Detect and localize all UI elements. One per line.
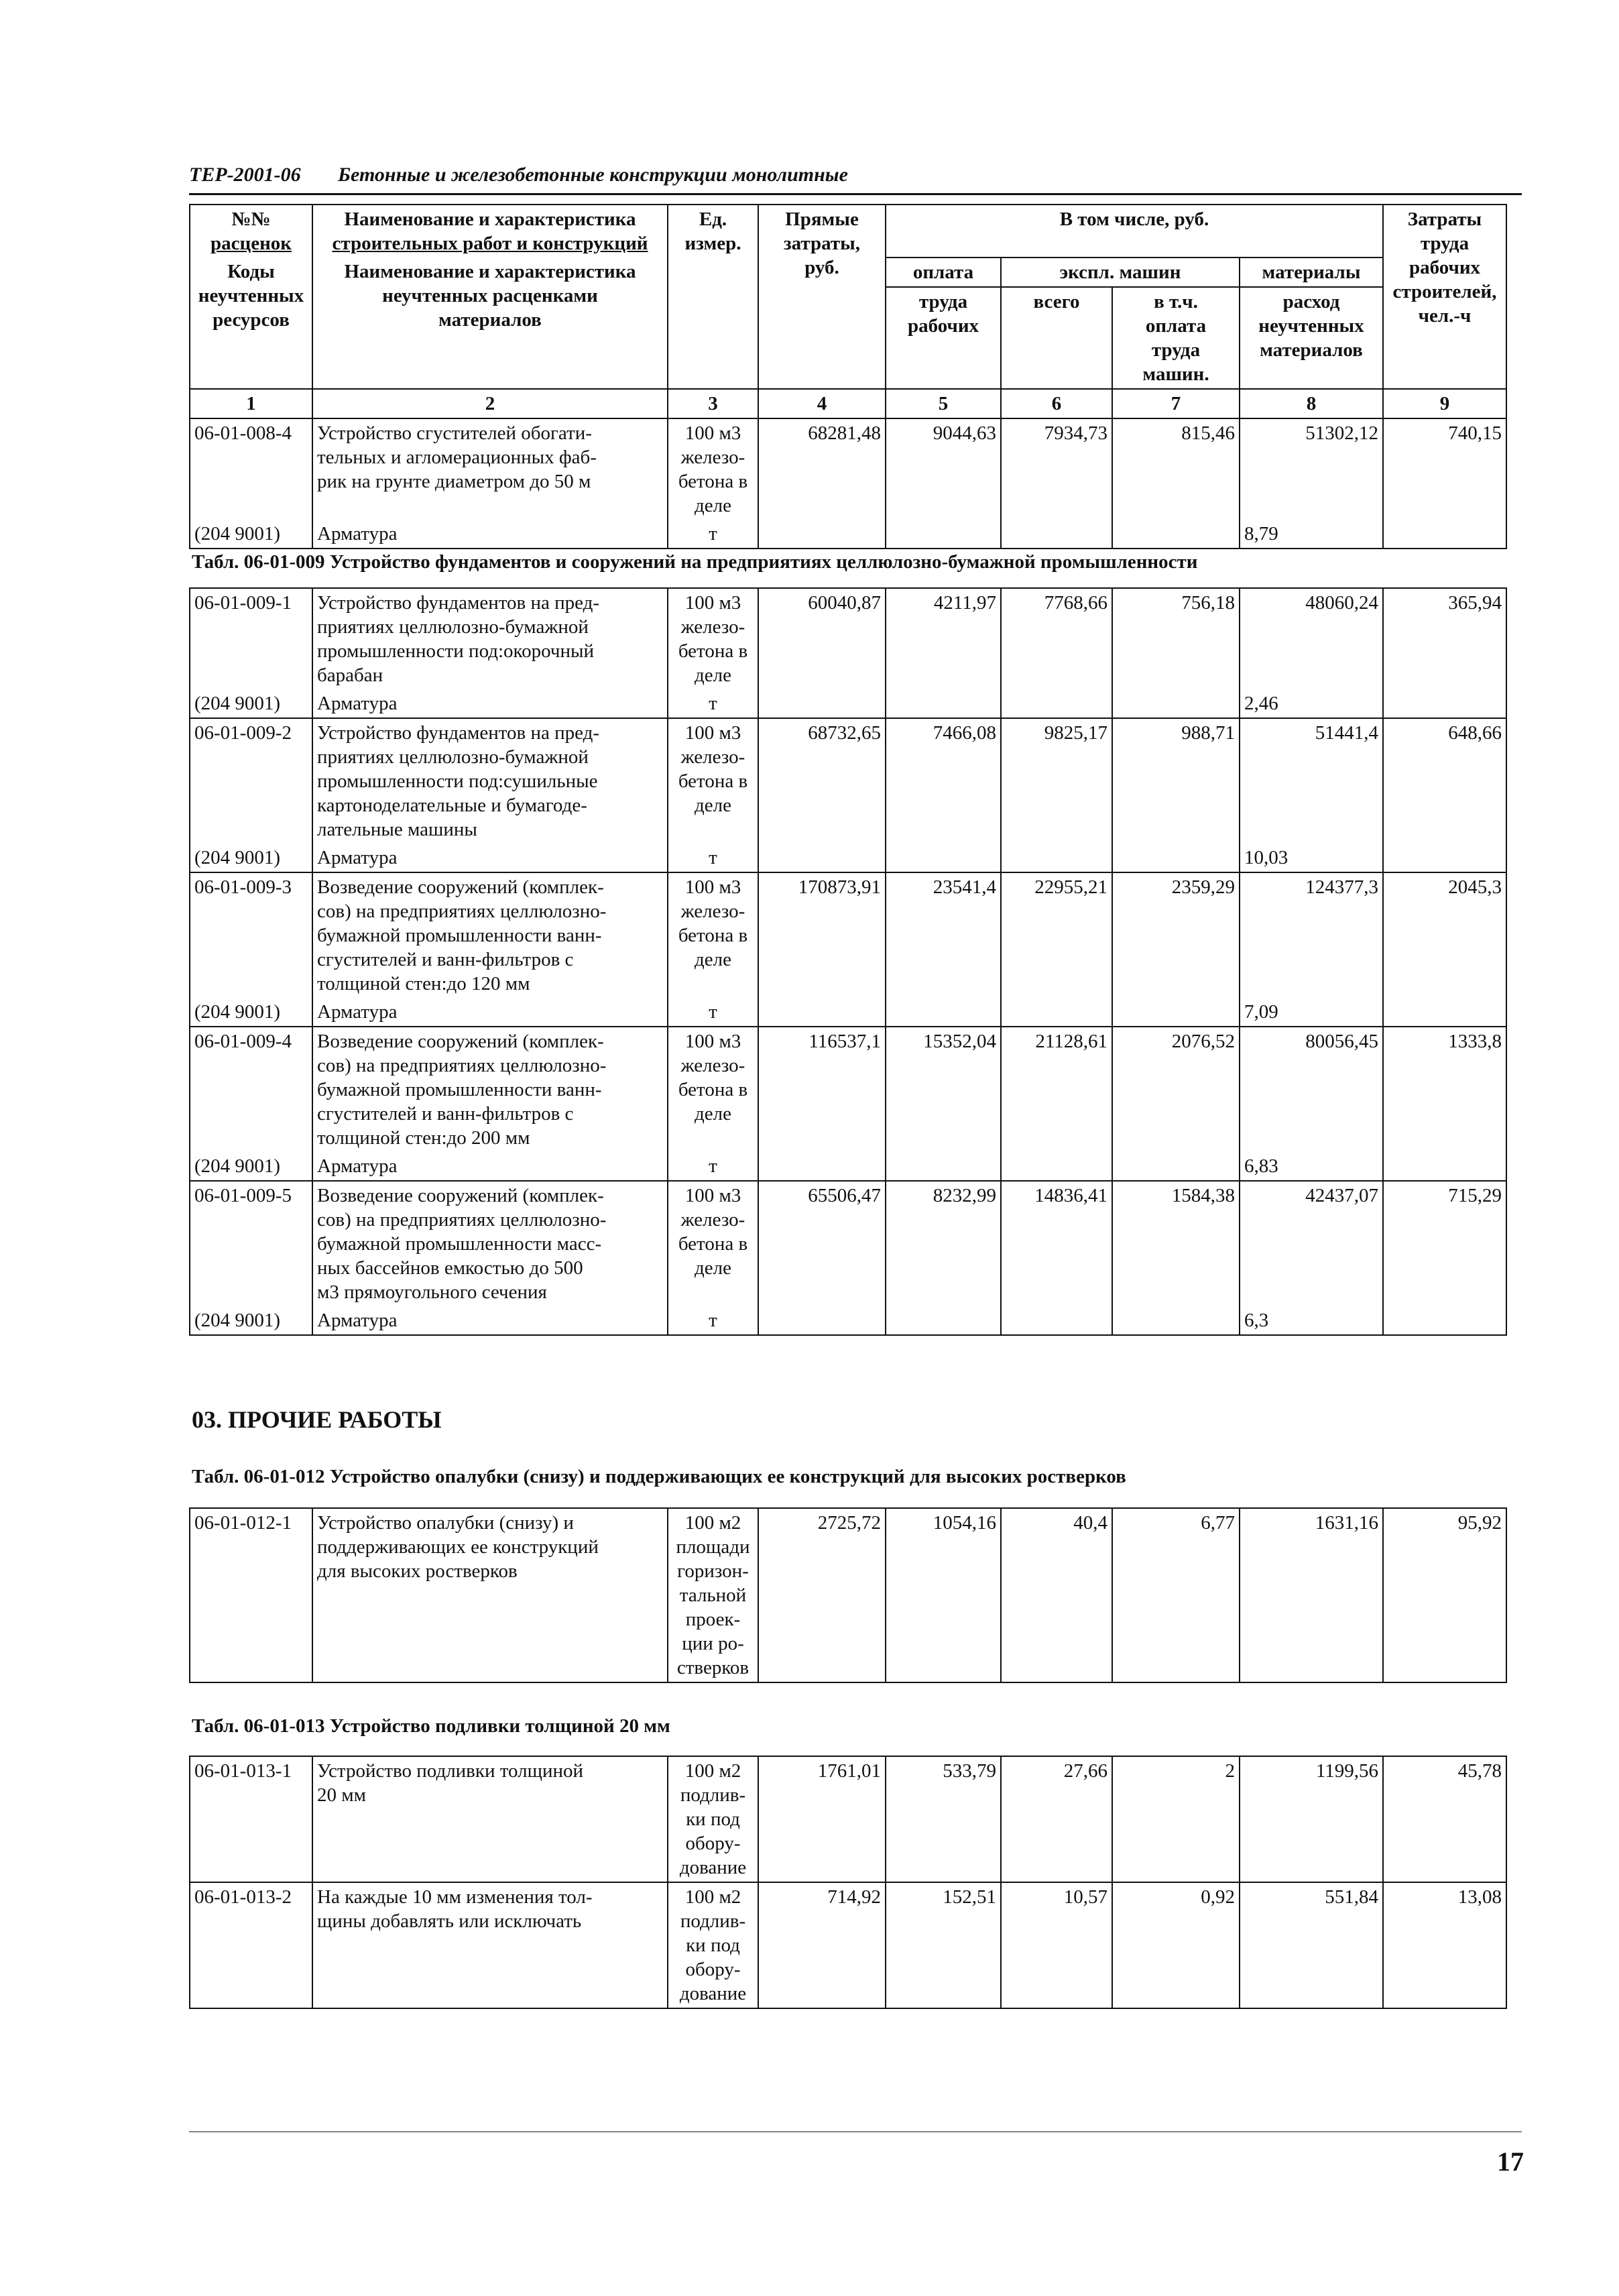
resource-name: Арматура (312, 844, 668, 872)
rate-code: 06-01-012-1 (190, 1508, 312, 1682)
work-name: Возведение сооружений (комплек- сов) на предприятиях целлюлозно- бумажной промышленности ванн- сгустителей и ванн-фильтров с толщиной стен:до 120 мм (312, 872, 668, 998)
resource-row (190, 844, 1506, 872)
resource-code: (204 9001) (190, 1306, 312, 1335)
rate-code: 06-01-009-3 (190, 872, 312, 998)
resource-unit: т (668, 1306, 758, 1335)
labor-hours: 95,92 (1383, 1508, 1506, 1682)
machine-total: 40,4 (1001, 1508, 1112, 1682)
document-title: Бетонные и железобетонные конструкции монолитные (338, 164, 848, 186)
direct-costs: 60040,87 (758, 588, 886, 689)
resource-name: Арматура (312, 1306, 668, 1335)
machine-labor: 988,71 (1112, 718, 1240, 844)
column-numbers-row: 1 2 3 4 5 6 7 8 9 (190, 389, 1506, 418)
resource-row (190, 1306, 1506, 1335)
table-caption: Табл. 06-01-012 Устройство опалубки (снизу) и поддерживающих ее конструкций для высоких ростверков (192, 1466, 1126, 1487)
table-row (190, 1882, 1506, 2008)
rates-table-header (189, 204, 1507, 549)
col-material-consumption: расход неучтенных материалов (1240, 287, 1383, 389)
resource-code: (204 9001) (190, 844, 312, 872)
col-work-name: Наименование и характеристика строительных работ и конструкций (312, 205, 668, 257)
unit: 100 м3 железо- бетона в деле (668, 872, 758, 998)
resource-unit: т (668, 998, 758, 1027)
col-material-name: Наименование и характеристика неучтенных расценками материалов (312, 257, 668, 389)
resource-qty: 7,09 (1240, 998, 1383, 1027)
footer-divider (189, 2131, 1522, 2132)
labor-hours: 13,08 (1383, 1882, 1506, 2008)
unit: 100 м2 подлив- ки под обору- дование (668, 1756, 758, 1882)
unit: 100 м3 железо- бетона в деле (668, 588, 758, 689)
machine-total: 14836,41 (1001, 1181, 1112, 1306)
resource-qty: 8,79 (1240, 520, 1383, 549)
direct-costs: 116537,1 (758, 1027, 886, 1152)
worker-pay: 4211,97 (886, 588, 1001, 689)
table-caption: Табл. 06-01-009 Устройство фундаментов и сооружений на предприятиях целлюлозно-бумажной промышленности (192, 551, 1198, 573)
resource-name: Арматура (312, 520, 668, 549)
machine-labor: 2359,29 (1112, 872, 1240, 998)
machine-total: 27,66 (1001, 1756, 1112, 1882)
machine-labor: 6,77 (1112, 1508, 1240, 1682)
worker-pay: 8232,99 (886, 1181, 1001, 1306)
rate-code: 06-01-009-5 (190, 1181, 312, 1306)
work-name: Устройство подливки толщиной 20 мм (312, 1756, 668, 1882)
col-materials-top: материалы (1240, 257, 1383, 287)
work-name: Устройство фундаментов на пред- приятиях целлюлозно-бумажной промышленности под:сушильные картоноделательные и бумагоде- лательные машины (312, 718, 668, 844)
rate-code: 06-01-009-4 (190, 1027, 312, 1152)
unit: 100 м3 железо- бетона в деле (668, 418, 758, 520)
materials: 80056,45 (1240, 1027, 1383, 1152)
labor-hours: 365,94 (1383, 588, 1506, 689)
rate-code: 06-01-013-2 (190, 1882, 312, 2008)
col-machine-labor: в т.ч. оплата труда машин. (1112, 287, 1240, 389)
col-worker-pay: труда рабочих (886, 287, 1001, 389)
unit: 100 м3 железо- бетона в деле (668, 1181, 758, 1306)
resource-qty: 10,03 (1240, 844, 1383, 872)
direct-costs: 170873,91 (758, 872, 886, 998)
materials: 124377,3 (1240, 872, 1383, 998)
labor-hours: 45,78 (1383, 1756, 1506, 1882)
work-name: Возведение сооружений (комплек- сов) на предприятиях целлюлозно- бумажной промышленности ванн- сгустителей и ванн-фильтров с толщиной стен:до 200 мм (312, 1027, 668, 1152)
worker-pay: 1054,16 (886, 1508, 1001, 1682)
work-name: Устройство фундаментов на пред- приятиях целлюлозно-бумажной промышленности под:окорочный барабан (312, 588, 668, 689)
resource-name: Арматура (312, 1152, 668, 1181)
machine-total: 10,57 (1001, 1882, 1112, 2008)
col-unit: Ед. измер. (668, 205, 758, 389)
materials: 551,84 (1240, 1882, 1383, 2008)
resource-name: Арматура (312, 689, 668, 718)
resource-unit: т (668, 1152, 758, 1181)
direct-costs: 65506,47 (758, 1181, 886, 1306)
labor-hours: 740,15 (1383, 418, 1506, 520)
table-row (190, 872, 1506, 998)
worker-pay: 152,51 (886, 1882, 1001, 2008)
table-06-01-009 (189, 587, 1507, 1336)
table-row (190, 588, 1506, 689)
resource-qty: 6,3 (1240, 1306, 1383, 1335)
materials: 51441,4 (1240, 718, 1383, 844)
machine-total: 22955,21 (1001, 872, 1112, 998)
table-06-01-013 (189, 1756, 1507, 2009)
machine-labor: 756,18 (1112, 588, 1240, 689)
page-number: 17 (1497, 2146, 1524, 2177)
table-row (190, 1027, 1506, 1152)
materials: 48060,24 (1240, 588, 1383, 689)
direct-costs: 1761,01 (758, 1756, 886, 1882)
labor-hours: 1333,8 (1383, 1027, 1506, 1152)
direct-costs: 68281,48 (758, 418, 886, 520)
resource-unit: т (668, 520, 758, 549)
labor-hours: 648,66 (1383, 718, 1506, 844)
labor-hours: 2045,3 (1383, 872, 1506, 998)
resource-code: (204 9001) (190, 689, 312, 718)
resource-qty: 6,83 (1240, 1152, 1383, 1181)
worker-pay: 15352,04 (886, 1027, 1001, 1152)
rate-code: 06-01-009-2 (190, 718, 312, 844)
table-row (190, 418, 1506, 520)
col-worker-pay-top: оплата (886, 257, 1001, 287)
machine-total: 9825,17 (1001, 718, 1112, 844)
col-direct-costs: Прямые затраты, руб. (758, 205, 886, 389)
machine-total: 21128,61 (1001, 1027, 1112, 1152)
unit: 100 м2 подлив- ки под обору- дование (668, 1882, 758, 2008)
unit: 100 м3 железо- бетона в деле (668, 1027, 758, 1152)
machine-labor: 1584,38 (1112, 1181, 1240, 1306)
resource-code: (204 9001) (190, 998, 312, 1027)
col-rate-number: №№ расценок (190, 205, 312, 257)
rate-code: 06-01-008-4 (190, 418, 312, 520)
table-row (190, 718, 1506, 844)
unit: 100 м2 площади горизон- тальной проек- ции ро- стверков (668, 1508, 758, 1682)
resource-row (190, 998, 1506, 1027)
resource-name: Арматура (312, 998, 668, 1027)
resource-code: (204 9001) (190, 1152, 312, 1181)
materials: 51302,12 (1240, 418, 1383, 520)
table-caption: Табл. 06-01-013 Устройство подливки толщиной 20 мм (192, 1715, 670, 1737)
work-name: Устройство сгустителей обогати- тельных и агломерационных фаб- рик на грунте диаметром до 50 м (312, 418, 668, 520)
resource-code: (204 9001) (190, 520, 312, 549)
work-name: Устройство опалубки (снизу) и поддерживающих ее конструкций для высоких ростверков (312, 1508, 668, 1682)
direct-costs: 68732,65 (758, 718, 886, 844)
machine-labor: 2 (1112, 1756, 1240, 1882)
machine-labor: 2076,52 (1112, 1027, 1240, 1152)
section-title: 03. ПРОЧИЕ РАБОТЫ (192, 1406, 442, 1433)
table-row (190, 1756, 1506, 1882)
materials: 42437,07 (1240, 1181, 1383, 1306)
unit: 100 м3 железо- бетона в деле (668, 718, 758, 844)
resource-row (190, 1152, 1506, 1181)
col-group-including: В том числе, руб. (886, 205, 1383, 257)
machine-labor: 815,46 (1112, 418, 1240, 520)
resource-unit: т (668, 689, 758, 718)
labor-hours: 715,29 (1383, 1181, 1506, 1306)
direct-costs: 2725,72 (758, 1508, 886, 1682)
materials: 1199,56 (1240, 1756, 1383, 1882)
col-machine-total: всего (1001, 287, 1112, 389)
table-row (190, 1508, 1506, 1682)
table-06-01-012 (189, 1507, 1507, 1683)
worker-pay: 533,79 (886, 1756, 1001, 1882)
worker-pay: 9044,63 (886, 418, 1001, 520)
worker-pay: 23541,4 (886, 872, 1001, 998)
resource-unit: т (668, 844, 758, 872)
worker-pay: 7466,08 (886, 718, 1001, 844)
direct-costs: 714,92 (758, 1882, 886, 2008)
resource-row (190, 520, 1506, 549)
col-resource-codes: Коды неучтенных ресурсов (190, 257, 312, 389)
resource-qty: 2,46 (1240, 689, 1383, 718)
col-labor-hours: Затраты труда рабочих строителей, чел.-ч (1383, 205, 1506, 389)
col-machine-operation: экспл. машин (1001, 257, 1240, 287)
resource-row (190, 689, 1506, 718)
machine-total: 7934,73 (1001, 418, 1112, 520)
rate-code: 06-01-013-1 (190, 1756, 312, 1882)
work-name: Возведение сооружений (комплек- сов) на предприятиях целлюлозно- бумажной промышленности масс- ных бассейнов емкостью до 500 м3 прямоугольного сечения (312, 1181, 668, 1306)
work-name: На каждые 10 мм изменения тол- щины добавлять или исключать (312, 1882, 668, 2008)
machine-labor: 0,92 (1112, 1882, 1240, 2008)
machine-total: 7768,66 (1001, 588, 1112, 689)
rate-code: 06-01-009-1 (190, 588, 312, 689)
running-header (189, 164, 1522, 195)
document-code: ТЕР-2001-06 (189, 164, 301, 186)
materials: 1631,16 (1240, 1508, 1383, 1682)
table-row (190, 1181, 1506, 1306)
